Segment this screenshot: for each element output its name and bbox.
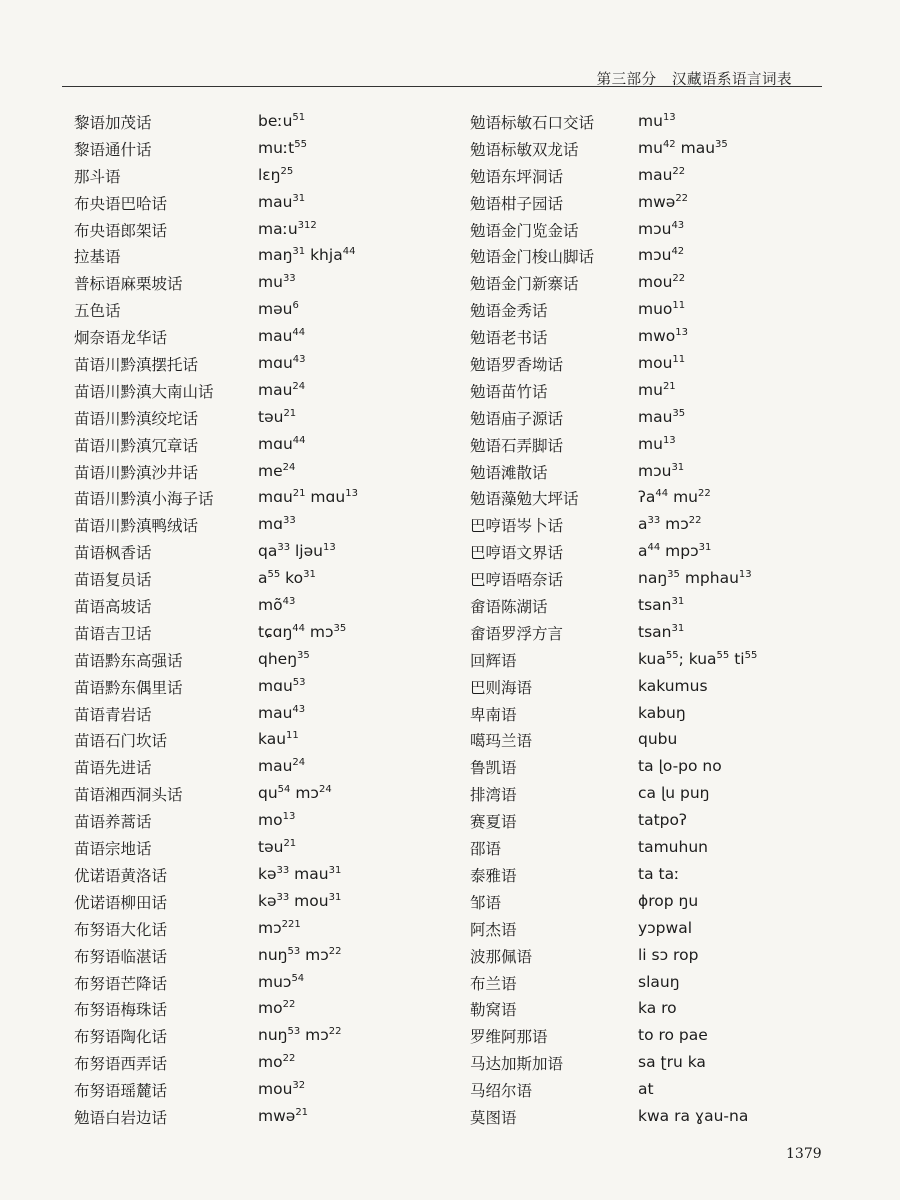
word-form: $mu^{21}$ — [638, 380, 676, 400]
language-name: 苗语黔东偶里话 — [74, 678, 183, 697]
language-name: 勉语滩散话 — [470, 463, 548, 482]
language-name: 马达加斯加语 — [470, 1055, 564, 1074]
word-form: tsan$^{31}$ — [638, 622, 685, 642]
language-name: 苗语高坡话 — [74, 598, 152, 617]
word-form: ca ɭu puŋ — [638, 784, 710, 803]
language-name: 苗语先进话 — [74, 759, 152, 778]
word-form: kwa ra ɣau-na — [638, 1106, 749, 1125]
language-name: 勉语罗香坳话 — [470, 356, 564, 375]
language-name: 巴哼语岑卜话 — [470, 517, 564, 536]
language-name: 苗语川黔滇冗章话 — [74, 436, 199, 455]
word-form: mau$^{44}$ — [258, 327, 306, 346]
language-name: 炯奈语龙华话 — [74, 329, 168, 348]
word-form: kua$^{55}$; kua$^{55}$ $ti^{55}$ — [638, 649, 758, 668]
language-name: 布央语郎架话 — [74, 221, 168, 240]
word-form: lɛŋ$^{25}$ — [258, 165, 294, 184]
language-name: 布努语梅珠话 — [74, 1001, 168, 1020]
language-name: 回辉语 — [470, 651, 517, 670]
word-form: təu$^{21}$ — [258, 838, 297, 857]
language-name: 莫图语 — [470, 1108, 517, 1127]
language-name: 鲁凯语 — [470, 759, 517, 778]
language-name: 苗语湘西洞头话 — [74, 786, 183, 805]
header-title: 汉藏语系语言词表 — [672, 72, 792, 88]
language-name: 苗语枫香话 — [74, 544, 152, 563]
language-name: 五色话 — [74, 302, 121, 321]
word-form: $qu^{54}$ mɔ$^{24}$ — [258, 784, 332, 803]
language-name: 勉语金门新寨话 — [470, 275, 579, 294]
word-form: mou$^{32}$ — [258, 1080, 306, 1099]
word-form: məu$^6$ — [258, 300, 299, 319]
word-form: kabuŋ — [638, 703, 686, 722]
language-name: 苗语青岩话 — [74, 705, 152, 724]
word-form: kakumus — [638, 676, 708, 695]
word-form: $a^{55}$ $ko^{31}$ — [258, 569, 316, 588]
word-form: mɑu$^{21}$ mɑu$^{13}$ — [258, 488, 358, 507]
word-form: nuŋ$^{53}$ mɔ$^{22}$ — [258, 1026, 342, 1045]
language-name: 勉语金门览金话 — [470, 221, 579, 240]
word-form: slauŋ — [638, 972, 680, 991]
word-form: muːt$^{55}$ — [258, 138, 307, 158]
word-form: mɑ$^{33}$ — [258, 515, 296, 534]
language-name: 布央语巴哈话 — [74, 194, 168, 213]
language-name: 布兰语 — [470, 974, 517, 993]
word-form: $a^{44}$ mpɔ$^{31}$ — [638, 542, 712, 561]
word-form: tsan$^{31}$ — [638, 596, 685, 615]
language-name: 苗语川黔滇摆托话 — [74, 356, 199, 375]
page-number: 1379 — [786, 1146, 822, 1162]
language-name: 勉语东坪洞话 — [470, 167, 564, 186]
word-form: mwə$^{21}$ — [258, 1106, 309, 1126]
language-name: 优诺语黄洛话 — [74, 866, 168, 885]
word-form: $a^{33}$ mɔ$^{22}$ — [638, 515, 702, 534]
language-name: 布努语芒降话 — [74, 974, 168, 993]
word-form: mau$^{24}$ — [258, 380, 306, 400]
language-name: 畲语陈湖话 — [470, 598, 548, 617]
word-form: $qa^{33}$ ljəu$^{13}$ — [258, 542, 336, 561]
word-form: $mu^{13}$ — [638, 112, 676, 131]
word-form: naŋ$^{35}$ mphau$^{13}$ — [638, 569, 752, 588]
word-form: to ro pae — [638, 1026, 708, 1045]
word-form: qheŋ$^{35}$ — [258, 649, 310, 668]
language-name: 勉语柑子园话 — [470, 194, 564, 213]
word-form: mau$^{43}$ — [258, 703, 306, 722]
language-name: 阿杰语 — [470, 920, 517, 939]
word-form: mɑu$^{43}$ — [258, 354, 306, 373]
word-form: mɑu$^{44}$ — [258, 434, 306, 453]
word-form: kə$^{33}$ mou$^{31}$ — [258, 891, 342, 910]
word-form: mɔ$^{221}$ — [258, 918, 301, 937]
word-form: muo$^{11}$ — [638, 300, 686, 319]
word-form: mau$^{31}$ — [258, 192, 306, 211]
word-form: $mo^{22}$ — [258, 1053, 296, 1072]
language-name: 勉语苗竹话 — [470, 382, 548, 401]
language-name: 波那佩语 — [470, 947, 533, 966]
language-name: 邵语 — [470, 840, 502, 859]
word-form: mau$^{22}$ — [638, 165, 686, 184]
language-name: 勉语石弄脚话 — [470, 436, 564, 455]
word-form: təu$^{21}$ — [258, 407, 297, 426]
word-form: mɔu$^{42}$ — [638, 246, 685, 265]
word-form: ta ɭo-po no — [638, 757, 722, 776]
language-name: 勉语金秀话 — [470, 302, 548, 321]
word-form: mou$^{11}$ — [638, 354, 686, 373]
language-name: 苗语石门坎话 — [74, 732, 168, 751]
language-name: 优诺语柳田话 — [74, 893, 168, 912]
language-name: 黎语加茂话 — [74, 114, 152, 132]
language-name: 黎语通什话 — [74, 140, 152, 159]
word-form: $mu^{33}$ — [258, 273, 296, 292]
language-name: 马绍尔语 — [470, 1082, 533, 1101]
language-name: 泰雅语 — [470, 866, 517, 885]
word-form: mou$^{22}$ — [638, 273, 686, 292]
word-form: at — [638, 1080, 654, 1099]
language-name: 排湾语 — [470, 786, 517, 805]
word-form: yɔpwal — [638, 918, 693, 937]
word-form: mɔu$^{43}$ — [638, 219, 685, 238]
word-form: muɔ$^{54}$ — [258, 972, 305, 991]
language-name: 巴哼语唔奈话 — [470, 571, 564, 590]
language-name: 苗语川黔滇大南山话 — [74, 382, 214, 401]
word-form: maːu$^{312}$ — [258, 219, 317, 238]
word-form: mau$^{24}$ — [258, 757, 306, 776]
language-name: 卑南语 — [470, 705, 517, 724]
language-name: 苗语川黔滇绞坨话 — [74, 409, 199, 428]
language-name: 勉语标敏双龙话 — [470, 140, 579, 159]
language-name: 布努语瑶麓话 — [74, 1082, 168, 1101]
word-form: $mu^{42}$ mau$^{35}$ — [638, 138, 728, 158]
language-name: 苗语吉卫话 — [74, 624, 152, 643]
language-name: 苗语复员话 — [74, 571, 152, 590]
word-form: beːu$^{51}$ — [258, 112, 306, 131]
language-name: 苗语宗地话 — [74, 840, 152, 859]
language-name: 布努语西弄话 — [74, 1055, 168, 1074]
word-form: sa ʈru ka — [638, 1053, 706, 1072]
word-form: mau$^{35}$ — [638, 407, 686, 426]
language-name: 勉语庙子源话 — [470, 409, 564, 428]
word-form: mwo$^{13}$ — [638, 327, 688, 346]
word-form: ɸrop ŋu — [638, 891, 699, 910]
word-form: $mõ^{43}$ — [258, 596, 296, 615]
language-name: 勉语标敏石口交话 — [470, 114, 595, 132]
language-name: 苗语川黔滇鸭绒话 — [74, 517, 199, 536]
language-name: 布努语大化话 — [74, 920, 168, 939]
word-form: $me^{24}$ — [258, 461, 296, 480]
language-name: 勉语藻勉大坪话 — [470, 490, 579, 509]
language-name: 那斗语 — [74, 167, 121, 186]
word-form: kau$^{11}$ — [258, 730, 299, 749]
language-name: 苗语养蒿话 — [74, 813, 152, 832]
word-form: kə$^{33}$ mau$^{31}$ — [258, 864, 342, 884]
language-name: 拉基语 — [74, 248, 121, 267]
language-name: 布努语陶化话 — [74, 1028, 168, 1047]
language-name: 布努语临湛话 — [74, 947, 168, 966]
language-name: 苗语川黔滇沙井话 — [74, 463, 199, 482]
language-name: 巴则海语 — [470, 678, 533, 697]
language-name: 噶玛兰语 — [470, 732, 533, 751]
word-form: mwə$^{22}$ — [638, 192, 689, 211]
word-form: ʔa$^{44}$ $mu^{22}$ — [638, 488, 711, 507]
language-name: 勉语老书话 — [470, 329, 548, 348]
word-form: maŋ$^{31}$ khja$^{44}$ — [258, 246, 356, 265]
word-form: tɕɑŋ$^{44}$ mɔ$^{35}$ — [258, 622, 347, 642]
word-form: mɑu$^{53}$ — [258, 676, 306, 695]
word-form: nuŋ$^{53}$ mɔ$^{22}$ — [258, 945, 342, 964]
language-name: 赛夏语 — [470, 813, 517, 832]
language-name: 邹语 — [470, 893, 502, 912]
language-name: 勒窝语 — [470, 1001, 517, 1020]
language-name: 勉语白岩边话 — [74, 1108, 168, 1127]
language-name: 勉语金门梭山脚话 — [470, 248, 595, 267]
word-form: ta taː — [638, 864, 680, 883]
language-name: 普标语麻栗坡话 — [74, 275, 183, 294]
word-form: qubu — [638, 730, 678, 749]
word-form: li sɔ rop — [638, 945, 699, 964]
word-form: $mu^{13}$ — [638, 434, 676, 453]
word-form: ka ro — [638, 999, 677, 1018]
header-section: 第三部分 — [596, 72, 657, 88]
language-name: 罗维阿那语 — [470, 1028, 548, 1047]
header-rule — [62, 86, 822, 87]
language-name: 巴哼语文界话 — [470, 544, 564, 563]
language-name: 苗语黔东高强话 — [74, 651, 183, 670]
word-form: tamuhun — [638, 838, 708, 857]
word-form: mɔu$^{31}$ — [638, 461, 685, 480]
word-form: $mo^{22}$ — [258, 999, 296, 1018]
language-name: 畲语罗浮方言 — [470, 624, 564, 643]
word-form: $mo^{13}$ — [258, 811, 296, 830]
language-name: 苗语川黔滇小海子话 — [74, 490, 214, 509]
word-form: tatpoʔ — [638, 811, 687, 830]
